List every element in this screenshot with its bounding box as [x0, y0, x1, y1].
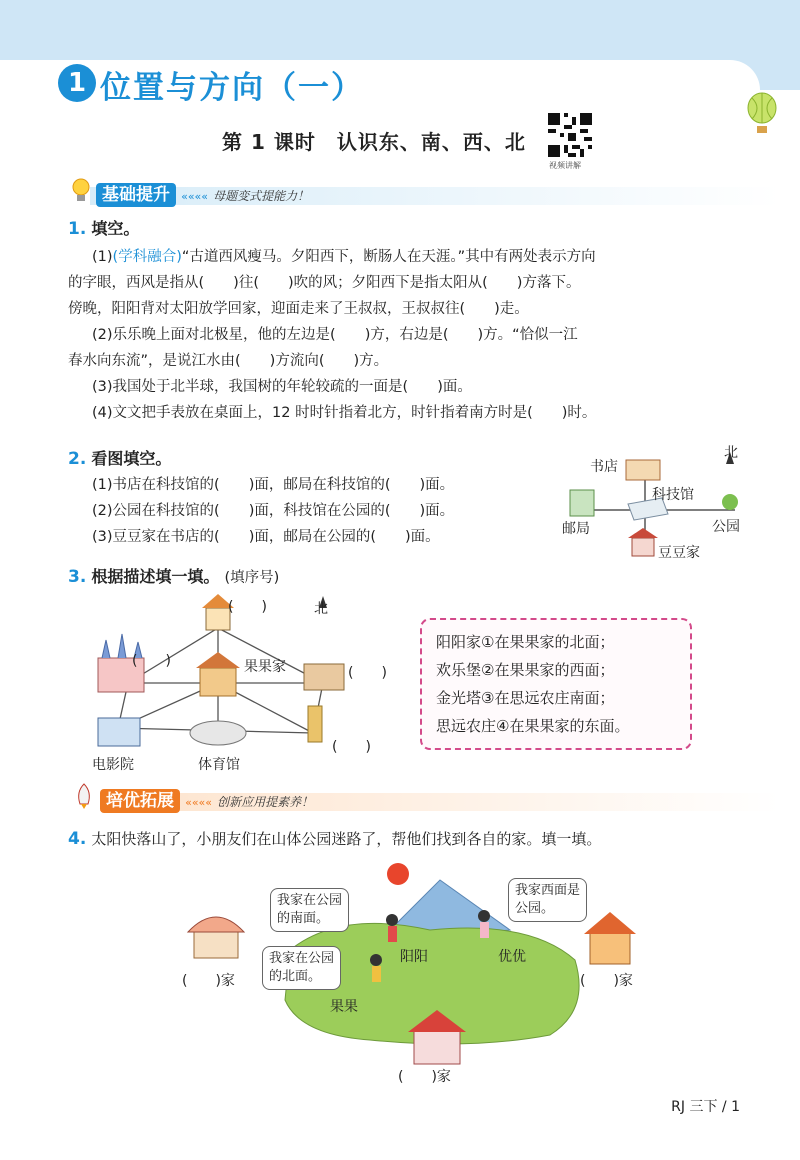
- q2-line-2: (2)公园在科技馆的( )面，科技馆在公园的( )面。: [92, 503, 455, 519]
- q4-scene: [170, 860, 670, 1090]
- q1-line-6: (3)我国处于北半球，我国树的年轮较疏的一面是( )面。: [92, 379, 472, 395]
- q1-number: 1.: [68, 219, 87, 239]
- q3-clue-3: 金光塔③在思远农庄南面；: [436, 689, 615, 707]
- q2-line-3: (3)豆豆家在书店的( )面，邮局在公园的( )面。: [92, 529, 440, 545]
- q1-line-1: (1)(学科融合)“古道西风瘦马。夕阳西下，断肠人在天涯。”其中有两处表示方向: [92, 249, 596, 265]
- q1-body: [68, 244, 597, 426]
- q3-title: 根据描述填一填。: [91, 567, 220, 586]
- q3-north-label: 北: [314, 601, 328, 617]
- balloon-icon: [744, 92, 780, 136]
- q1-line-4: (2)乐乐晚上面对北极星，他的左边是( )方，右边是( )方。“恰似一江: [92, 327, 578, 343]
- q3-clue-4: 思远农庄④在果果家的东面。: [436, 717, 630, 735]
- q3-blank-west[interactable]: ( ): [132, 653, 171, 669]
- q4-home-south[interactable]: ( )家: [398, 1069, 451, 1085]
- q2-map: [560, 442, 760, 567]
- q4-heading: [68, 826, 601, 852]
- q2-north-label: 北: [724, 445, 738, 461]
- q4-number: 4.: [68, 829, 87, 849]
- rocket-icon: [72, 782, 96, 810]
- q1-line-5: 春水向东流”，是说江水由( )方流向( )方。: [68, 353, 389, 369]
- q4-bubble-yangyang: 我家在公园 的南面。: [270, 888, 349, 932]
- q1-line-3: 傍晚，阳阳背对太阳放学回家，迎面走来了王叔叔，王叔叔往( )走。: [68, 301, 529, 317]
- qr-label: 视频讲解: [549, 161, 581, 170]
- q4-home-east[interactable]: ( )家: [580, 973, 633, 989]
- q3-clue-1: 阳阳家①在果果家的北面；: [436, 633, 615, 651]
- q3-blank-east[interactable]: ( ): [348, 665, 387, 681]
- lightbulb-icon: [70, 176, 92, 204]
- q2-heading: [68, 446, 171, 469]
- q4-kid-guoguo: 果果: [330, 999, 358, 1015]
- q2-title: 看图填空。: [91, 449, 172, 468]
- q2-body: [92, 472, 454, 550]
- qr-code-icon[interactable]: [548, 113, 592, 157]
- q3-cinema-label: 电影院: [92, 757, 134, 773]
- section1-badge: 基础提升: [96, 183, 176, 207]
- lesson-title: 第 1 课时 认识东、南、西、北: [222, 130, 526, 154]
- q1-line-2: 的字眼，西风是指从( )往( )吹的风；夕阳西下是指太阳从( )方落下。: [68, 275, 581, 291]
- page-footer: RJ 三下 / 1: [671, 1099, 740, 1115]
- q3-clue-2: 欢乐堡②在果果家的西面；: [436, 661, 615, 679]
- q2-post-label: 邮局: [562, 521, 590, 537]
- chapter-number: 1: [58, 64, 96, 102]
- q3-blank-north[interactable]: ( ): [228, 599, 267, 615]
- q3-hint: (填序号): [224, 570, 280, 586]
- q1-title: 填空。: [91, 219, 140, 238]
- q1-line-7: (4)文文把手表放在桌面上，12 时时针指着北方，时针指着南方时是( )时。: [92, 405, 597, 421]
- q2-line-1: (1)书店在科技馆的( )面，邮局在科技馆的( )面。: [92, 477, 455, 493]
- section2-header: 培优拓展 «««« 创新应用提素养！: [100, 786, 313, 811]
- q1-heading: [68, 216, 139, 239]
- chapter-title: 位置与方向（一）: [100, 70, 364, 106]
- q4-bubble-youyou: 我家西面是 公园。: [508, 878, 587, 922]
- q2-bookstore-label: 书店: [590, 459, 618, 475]
- q2-doudou-label: 豆豆家: [658, 545, 700, 561]
- q2-museum-label: 科技馆: [652, 487, 694, 503]
- q2-park-label: 公园: [712, 519, 740, 535]
- q2-number: 2.: [68, 449, 87, 469]
- q4-bubble-guoguo: 我家在公园 的北面。: [262, 946, 341, 990]
- q4-title: 太阳快落山了，小朋友们在山体公园迷路了，帮他们找到各自的家。填一填。: [91, 830, 602, 848]
- q3-number: 3.: [68, 567, 87, 587]
- q3-gym-label: 体育馆: [198, 757, 240, 773]
- q3-center-label: 果果家: [244, 659, 286, 675]
- q4-kid-yangyang: 阳阳: [400, 949, 428, 965]
- q4-kid-youyou: 优优: [498, 949, 526, 965]
- q4-home-west[interactable]: ( )家: [182, 973, 235, 989]
- q3-blank-south[interactable]: ( ): [332, 739, 371, 755]
- section1-motto: 母题变式提能力！: [213, 189, 310, 203]
- section2-badge: 培优拓展: [100, 789, 180, 813]
- section1-header: 基础提升 «««« 母题变式提能力！: [96, 180, 309, 205]
- q3-heading: [68, 564, 279, 591]
- q3-clue-box: [420, 618, 692, 750]
- section2-motto: 创新应用提素养！: [217, 795, 314, 809]
- q3-map: [88, 588, 398, 778]
